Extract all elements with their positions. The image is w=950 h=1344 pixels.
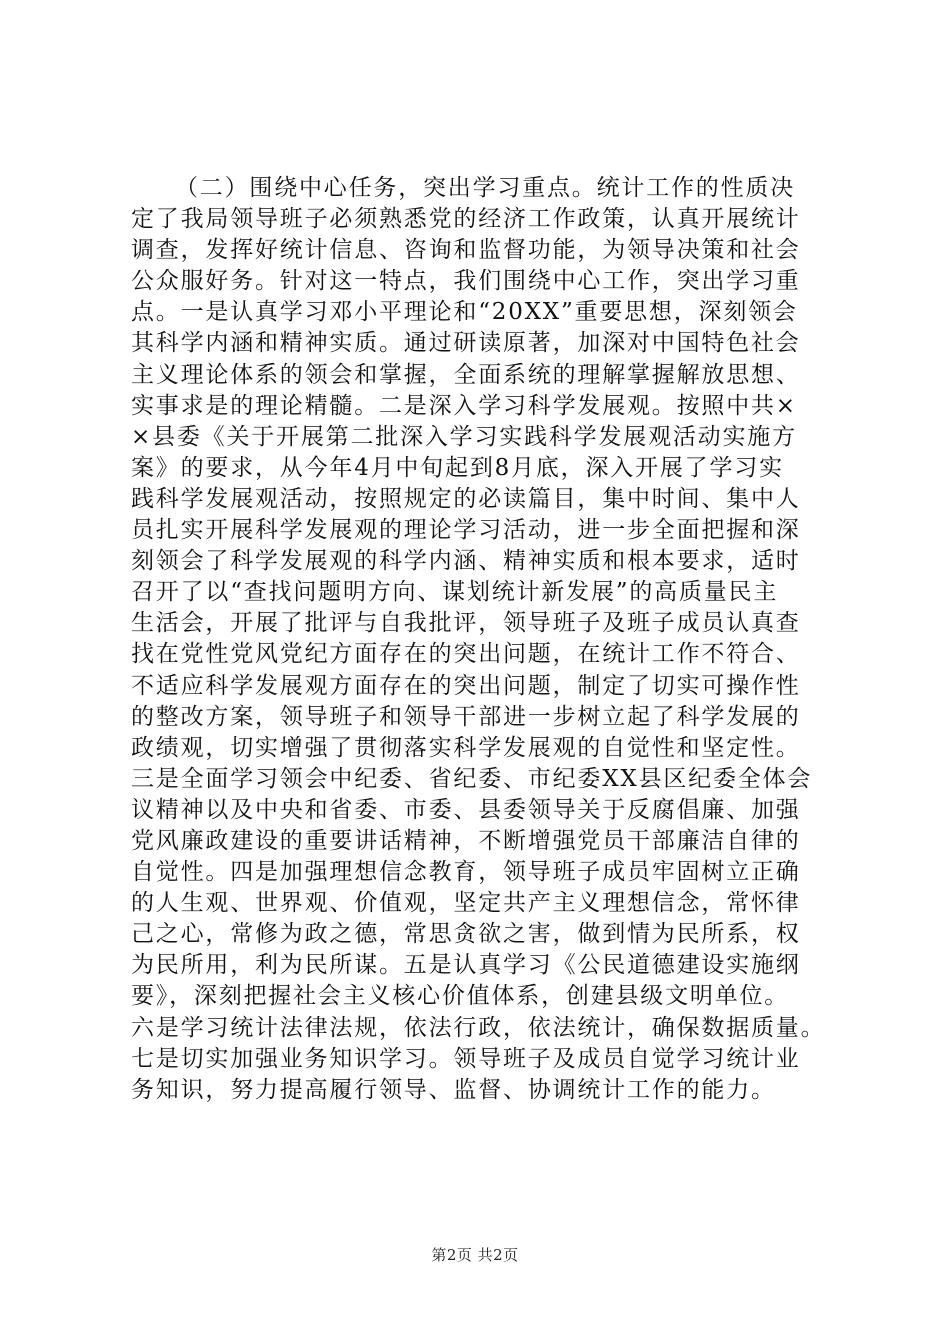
paragraph-line: ×县委《关于开展第二批深入学习实践科学发展观活动实施方 bbox=[131, 423, 797, 450]
paragraph-line: 三是全面学习领会中纪委、省纪委、市纪委XX县区纪委全体会 bbox=[131, 765, 813, 792]
paragraph-line: 六是学习统计法律法规，依法行政，依法统计，确保数据质量。 bbox=[131, 1014, 826, 1041]
paragraph-line: 政绩观，切实增强了贯彻落实科学发展观的自觉性和坚定性。 bbox=[131, 734, 801, 761]
paragraph-line: 七是切实加强业务知识学习。领导班子及成员自觉学习统计业 bbox=[131, 1045, 801, 1072]
paragraph-line: 为民所用，利为民所谋。五是认真学习《公民道德建设实施纲 bbox=[131, 952, 801, 979]
paragraph-line: 要》，深刻把握社会主义核心价值体系，创建县级文明单位。 bbox=[131, 983, 790, 1010]
paragraph-line: 务知识，努力提高履行领导、监督、协调统计工作的能力。 bbox=[131, 1076, 776, 1103]
paragraph-line: （二）围绕中心任务，突出学习重点。统计工作的性质决 bbox=[175, 175, 795, 201]
paragraph-line: 员扎实开展科学发展观的理论学习活动，进一步全面把握和深 bbox=[131, 517, 801, 544]
paragraph-line: 实事求是的理论精髓。二是深入学习科学发展观。按照中共× bbox=[131, 392, 797, 419]
paragraph-line: 主义理论体系的领会和掌握，全面系统的理解掌握解放思想、 bbox=[131, 361, 801, 388]
paragraph-line: 不适应科学发展观方面存在的突出问题，制定了切实可操作性 bbox=[131, 672, 801, 699]
page-number-footer: 第2页 共2页 bbox=[431, 1246, 519, 1264]
paragraph-line: 定了我局领导班子必须熟悉党的经济工作政策，认真开展统计 bbox=[131, 206, 801, 233]
paragraph-line: 召开了以“查找问题明方向、谋划统计新发展”的高质量民主 bbox=[131, 579, 779, 606]
paragraph-line: 找在党性党风党纪方面存在的突出问题，在统计工作不符合、 bbox=[131, 641, 801, 668]
paragraph-line: 公众服好务。针对这一特点，我们围绕中心工作，突出学习重 bbox=[131, 268, 801, 295]
paragraph-line: 其科学内涵和精神实质。通过研读原著，加深对中国特色社会 bbox=[131, 330, 801, 357]
paragraph-line: 己之心，常修为政之德，常思贪欲之害，做到情为民所系，权 bbox=[131, 921, 801, 948]
body-paragraph bbox=[131, 173, 851, 1106]
paragraph-line: 案》的要求，从今年4月中旬起到8月底，深入开展了学习实 bbox=[131, 454, 784, 481]
paragraph-line: 自觉性。四是加强理想信念教育，领导班子成员牢固树立正确 bbox=[131, 859, 801, 886]
paragraph-line: 调查，发挥好统计信息、咨询和监督功能，为领导决策和社会 bbox=[131, 237, 801, 264]
paragraph-line: 践科学发展观活动，按照规定的必读篇目，集中时间、集中人 bbox=[131, 485, 801, 512]
paragraph-line: 党风廉政建设的重要讲话精神，不断增强党员干部廉洁自律的 bbox=[131, 827, 801, 854]
paragraph-line: 的整改方案，领导班子和领导干部进一步树立起了科学发展的 bbox=[131, 703, 801, 730]
paragraph-line: 的人生观、世界观、价值观，坚定共产主义理想信念，常怀律 bbox=[131, 890, 801, 917]
paragraph-line: 生活会，开展了批评与自我批评，领导班子及班子成员认真查 bbox=[131, 610, 801, 637]
paragraph-line: 议精神以及中央和省委、市委、县委领导关于反腐倡廉、加强 bbox=[131, 796, 801, 823]
paragraph-line: 刻领会了科学发展观的科学内涵、精神实质和根本要求，适时 bbox=[131, 548, 801, 575]
paragraph-line: 点。一是认真学习邓小平理论和“20XX”重要思想，深刻领会 bbox=[131, 299, 798, 326]
